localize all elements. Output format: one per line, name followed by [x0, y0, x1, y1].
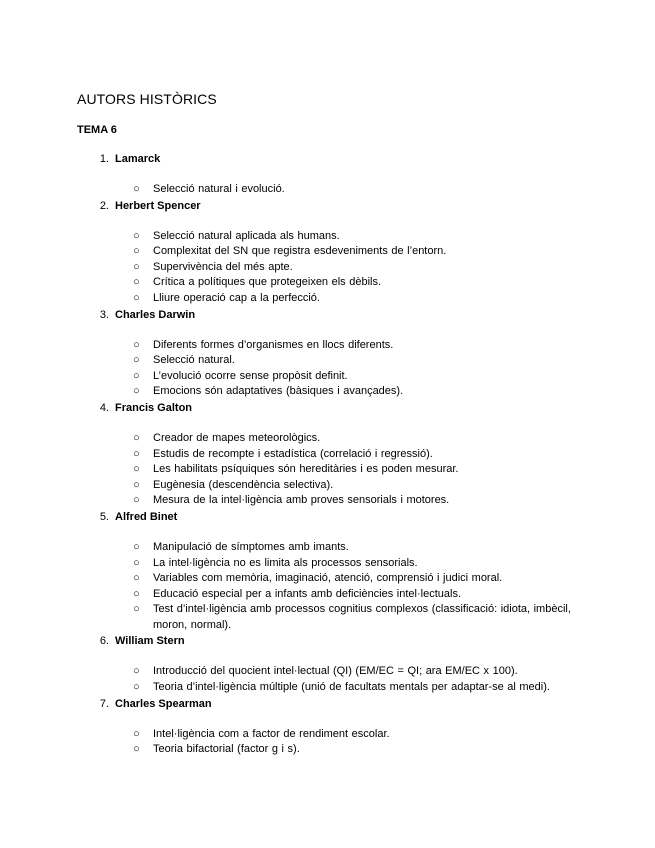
hollow-circle-bullet-icon: ○	[133, 431, 140, 444]
hollow-circle-bullet-icon: ○	[133, 540, 140, 553]
author-point-text: Estudis de recompte i estadística (correlació i regressió).	[153, 447, 433, 460]
author-number: 3.	[99, 308, 109, 321]
hollow-circle-bullet-icon: ○	[133, 276, 140, 289]
author-point-text: Selecció natural.	[153, 354, 235, 367]
author-point	[0, 571, 593, 587]
author-points	[0, 712, 655, 758]
author-number: 1.	[99, 153, 109, 165]
author-name: Alfred Binet	[115, 510, 178, 523]
hollow-circle-bullet-icon: ○	[133, 260, 140, 273]
author-point	[0, 229, 593, 245]
author-number: 2.	[99, 199, 109, 212]
author-heading	[0, 696, 655, 712]
author-points	[0, 167, 655, 198]
author-heading	[0, 151, 655, 167]
hollow-circle-bullet-icon: ○	[133, 369, 140, 382]
hollow-circle-bullet-icon: ○	[133, 229, 140, 242]
author-point	[0, 742, 593, 758]
document-title: AUTORS HISTÒRICS	[77, 91, 217, 107]
author-point	[0, 556, 593, 572]
hollow-circle-bullet-icon: ○	[133, 665, 140, 678]
author-point-text: Manipulació de símptomes amb imants.	[153, 540, 349, 553]
author-point	[0, 182, 593, 198]
author-point	[0, 353, 593, 369]
author-point	[0, 493, 593, 509]
author-point-text: Eugènesia (descendència selectiva).	[153, 478, 334, 491]
author-point-text: Variables com memòria, imaginació, atenció, comprensió i judici moral.	[153, 572, 503, 585]
author-points	[0, 416, 655, 509]
author-item	[0, 198, 655, 307]
author-point	[0, 447, 593, 463]
hollow-circle-bullet-icon: ○	[133, 587, 140, 600]
author-name: William Stern	[115, 635, 185, 648]
author-name: Herbert Spencer	[115, 199, 201, 212]
author-number: 4.	[99, 401, 109, 414]
author-item	[0, 307, 655, 400]
author-item	[0, 151, 655, 198]
author-point-text: La intel·ligència no es limita als processos sensorials.	[153, 556, 418, 569]
hollow-circle-bullet-icon: ○	[133, 478, 140, 491]
author-name: Lamarck	[115, 153, 161, 165]
hollow-circle-bullet-icon: ○	[133, 385, 140, 398]
author-point	[0, 260, 593, 276]
author-point-text: Educació especial per a infants amb deficiències intel·lectuals.	[153, 587, 461, 600]
author-point-text: Test d’intel·ligència amb processos cognitius complexos (classificació: idiota, imbècil, moron, normal).	[153, 603, 571, 631]
author-point-text: Creador de mapes meteorològics.	[153, 431, 321, 444]
author-point-text: Mesura de la intel·ligència amb proves sensorials i motores.	[153, 494, 450, 507]
author-point	[0, 602, 593, 633]
author-points	[0, 323, 655, 400]
hollow-circle-bullet-icon: ○	[133, 447, 140, 460]
author-point	[0, 275, 593, 291]
author-point-text: Supervivència del més apte.	[153, 260, 293, 273]
author-name: Charles Darwin	[115, 308, 196, 321]
authors-list	[0, 151, 655, 758]
author-heading	[0, 633, 655, 649]
author-name: Francis Galton	[115, 401, 193, 414]
hollow-circle-bullet-icon: ○	[133, 463, 140, 476]
author-points	[0, 214, 655, 307]
author-item	[0, 400, 655, 509]
author-point	[0, 540, 593, 556]
author-heading	[0, 307, 655, 323]
author-point	[0, 244, 593, 260]
hollow-circle-bullet-icon: ○	[133, 743, 140, 756]
author-point	[0, 478, 593, 494]
author-point	[0, 462, 593, 478]
author-point	[0, 431, 593, 447]
author-point	[0, 338, 593, 354]
author-point-text: Crítica a polítiques que protegeixen els dèbils.	[153, 276, 382, 289]
hollow-circle-bullet-icon: ○	[133, 572, 140, 585]
hollow-circle-bullet-icon: ○	[133, 681, 140, 694]
author-number: 5.	[99, 510, 109, 523]
author-item	[0, 509, 655, 634]
author-points	[0, 649, 655, 695]
author-point	[0, 369, 593, 385]
hollow-circle-bullet-icon: ○	[133, 603, 140, 616]
author-item	[0, 696, 655, 758]
author-point	[0, 587, 593, 603]
author-point-text: Teoria d’intel·ligència múltiple (unió de facultats mentals per adaptar-se al medi).	[153, 681, 550, 694]
author-point-text: Complexitat del SN que registra esdeveniments de l’entorn.	[153, 245, 447, 258]
hollow-circle-bullet-icon: ○	[133, 727, 140, 740]
author-point-text: Intel·ligència com a factor de rendiment escolar.	[153, 727, 390, 740]
author-point-text: Teoria bifactorial (factor g i s).	[153, 743, 300, 756]
hollow-circle-bullet-icon: ○	[133, 338, 140, 351]
author-heading	[0, 400, 655, 416]
author-point-text: Emocions són adaptatives (bàsiques i avançades).	[153, 385, 404, 398]
author-heading	[0, 198, 655, 214]
author-number: 6.	[99, 635, 109, 648]
author-points	[0, 525, 655, 634]
author-point-text: Les habilitats psíquiques són hereditàries i es poden mesurar.	[153, 463, 459, 476]
author-name: Charles Spearman	[115, 697, 212, 710]
author-point-text: Diferents formes d’organismes en llocs diferents.	[153, 338, 394, 351]
author-point	[0, 680, 593, 696]
author-point-text: Selecció natural aplicada als humans.	[153, 229, 340, 242]
hollow-circle-bullet-icon: ○	[133, 183, 140, 195]
hollow-circle-bullet-icon: ○	[133, 291, 140, 304]
author-point	[0, 384, 593, 400]
author-point-text: L’evolució ocorre sense propòsit definit.	[153, 369, 348, 382]
author-point-text: Lliure operació cap a la perfecció.	[153, 291, 320, 304]
author-point	[0, 291, 593, 307]
hollow-circle-bullet-icon: ○	[133, 245, 140, 258]
document-subtitle: TEMA 6	[77, 124, 117, 136]
hollow-circle-bullet-icon: ○	[133, 494, 140, 507]
author-point	[0, 727, 593, 743]
author-item	[0, 633, 655, 695]
author-point-text: Introducció del quocient intel·lectual (QI) (EM/EC = QI; ara EM/EC x 100).	[153, 665, 518, 678]
author-point	[0, 664, 593, 680]
hollow-circle-bullet-icon: ○	[133, 354, 140, 367]
author-point-text: Selecció natural i evolució.	[153, 183, 285, 195]
author-heading	[0, 509, 655, 525]
hollow-circle-bullet-icon: ○	[133, 556, 140, 569]
author-number: 7.	[99, 697, 109, 710]
